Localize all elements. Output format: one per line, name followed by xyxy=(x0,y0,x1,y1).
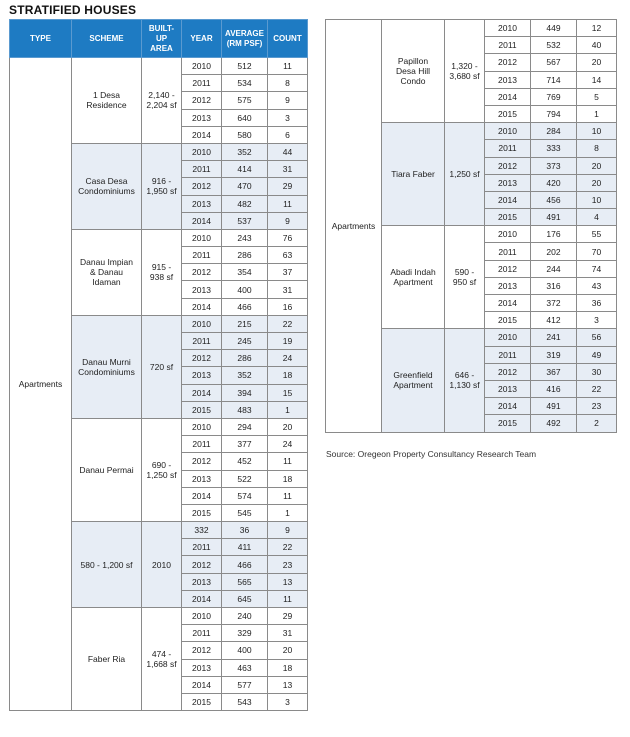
count-cell: 56 xyxy=(577,329,617,346)
count-cell: 22 xyxy=(268,539,308,556)
scheme-cell: Casa Desa Condominiums xyxy=(72,143,142,229)
scheme-cell: 1 Desa Residence xyxy=(72,58,142,144)
average-cell: 286 xyxy=(222,350,268,367)
average-cell: 534 xyxy=(222,75,268,92)
average-cell: 377 xyxy=(222,436,268,453)
count-cell: 9 xyxy=(268,92,308,109)
count-cell: 43 xyxy=(577,277,617,294)
average-cell: 543 xyxy=(222,693,268,710)
year-cell: 2012 xyxy=(485,260,531,277)
average-cell: 565 xyxy=(222,573,268,590)
header-row xyxy=(10,20,308,58)
average-cell: 333 xyxy=(531,140,577,157)
average-cell: 645 xyxy=(222,590,268,607)
area-cell: 2010 xyxy=(142,522,182,608)
average-cell: 456 xyxy=(531,191,577,208)
year-cell: 2011 xyxy=(182,436,222,453)
average-cell: 245 xyxy=(222,333,268,350)
count-cell: 9 xyxy=(268,522,308,539)
header-count: COUNT xyxy=(268,20,308,58)
year-cell: 2013 xyxy=(182,281,222,298)
average-cell: 412 xyxy=(531,312,577,329)
average-cell: 463 xyxy=(222,659,268,676)
average-cell: 522 xyxy=(222,470,268,487)
average-cell: 400 xyxy=(222,281,268,298)
year-cell: 2012 xyxy=(485,54,531,71)
count-cell: 11 xyxy=(268,453,308,470)
average-cell: 243 xyxy=(222,229,268,246)
count-cell: 3 xyxy=(268,109,308,126)
year-cell: 2014 xyxy=(182,590,222,607)
count-cell: 22 xyxy=(577,380,617,397)
average-cell: 452 xyxy=(222,453,268,470)
count-cell: 20 xyxy=(577,157,617,174)
year-cell: 2010 xyxy=(485,226,531,243)
year-cell: 2014 xyxy=(485,295,531,312)
year-cell: 2014 xyxy=(182,676,222,693)
count-cell: 15 xyxy=(268,384,308,401)
average-cell: 466 xyxy=(222,298,268,315)
page-title: STRATIFIED HOUSES xyxy=(9,3,137,17)
type-cell: Apartments xyxy=(326,20,382,433)
average-cell: 574 xyxy=(222,487,268,504)
count-cell: 11 xyxy=(268,487,308,504)
average-cell: 354 xyxy=(222,264,268,281)
year-cell: 2015 xyxy=(485,312,531,329)
year-cell: 2014 xyxy=(182,384,222,401)
average-cell: 372 xyxy=(531,295,577,312)
average-cell: 286 xyxy=(222,247,268,264)
year-cell: 2015 xyxy=(182,504,222,521)
area-cell: 1,320 - 3,680 sf xyxy=(445,20,485,123)
year-cell: 2010 xyxy=(182,418,222,435)
count-cell: 18 xyxy=(268,367,308,384)
year-cell: 2011 xyxy=(182,247,222,264)
count-cell: 49 xyxy=(577,346,617,363)
average-cell: 316 xyxy=(531,277,577,294)
year-cell: 2012 xyxy=(485,157,531,174)
year-cell: 2013 xyxy=(182,109,222,126)
count-cell: 11 xyxy=(268,195,308,212)
area-cell: 720 sf xyxy=(142,315,182,418)
year-cell: 2011 xyxy=(182,539,222,556)
year-cell: 2015 xyxy=(485,415,531,432)
area-cell: 2,140 - 2,204 sf xyxy=(142,58,182,144)
average-cell: 483 xyxy=(222,401,268,418)
count-cell: 31 xyxy=(268,161,308,178)
count-cell: 8 xyxy=(577,140,617,157)
count-cell: 37 xyxy=(268,264,308,281)
average-cell: 373 xyxy=(531,157,577,174)
count-cell: 12 xyxy=(577,20,617,37)
scheme-cell: Abadi Indah Apartment xyxy=(382,226,445,329)
year-cell: 2013 xyxy=(485,71,531,88)
year-cell: 2014 xyxy=(485,191,531,208)
average-cell: 449 xyxy=(531,20,577,37)
year-cell: 2010 xyxy=(485,20,531,37)
average-cell: 352 xyxy=(222,143,268,160)
year-cell: 2011 xyxy=(485,37,531,54)
right-table xyxy=(325,19,617,433)
year-cell: 2011 xyxy=(182,625,222,642)
year-cell: 2011 xyxy=(485,243,531,260)
scheme-cell: 580 - 1,200 sf xyxy=(72,522,142,608)
average-cell: 394 xyxy=(222,384,268,401)
count-cell: 13 xyxy=(268,676,308,693)
year-cell: 2014 xyxy=(182,212,222,229)
year-cell: 2014 xyxy=(485,88,531,105)
count-cell: 76 xyxy=(268,229,308,246)
year-cell: 2014 xyxy=(182,298,222,315)
count-cell: 11 xyxy=(268,58,308,75)
average-cell: 416 xyxy=(531,380,577,397)
table-row xyxy=(10,58,308,75)
header-average: AVERAGE (RM PSF) xyxy=(222,20,268,58)
year-cell: 2012 xyxy=(182,350,222,367)
year-cell: 2012 xyxy=(182,453,222,470)
average-cell: 329 xyxy=(222,625,268,642)
year-cell: 2013 xyxy=(182,659,222,676)
count-cell: 44 xyxy=(268,143,308,160)
average-cell: 545 xyxy=(222,504,268,521)
average-cell: 400 xyxy=(222,642,268,659)
area-cell: 474 - 1,668 sf xyxy=(142,608,182,711)
count-cell: 22 xyxy=(268,315,308,332)
year-cell: 2010 xyxy=(182,143,222,160)
year-cell: 2010 xyxy=(182,58,222,75)
average-cell: 466 xyxy=(222,556,268,573)
count-cell: 40 xyxy=(577,37,617,54)
count-cell: 2 xyxy=(577,415,617,432)
count-cell: 70 xyxy=(577,243,617,260)
year-cell: 2014 xyxy=(182,487,222,504)
average-cell: 244 xyxy=(531,260,577,277)
count-cell: 63 xyxy=(268,247,308,264)
count-cell: 18 xyxy=(268,659,308,676)
average-cell: 482 xyxy=(222,195,268,212)
year-cell: 2014 xyxy=(182,126,222,143)
year-cell: 2013 xyxy=(485,174,531,191)
year-cell: 2010 xyxy=(485,123,531,140)
area-cell: 915 - 938 sf xyxy=(142,229,182,315)
count-cell: 1 xyxy=(577,105,617,122)
average-cell: 36 xyxy=(222,522,268,539)
count-cell: 8 xyxy=(268,75,308,92)
year-cell: 2011 xyxy=(182,333,222,350)
count-cell: 29 xyxy=(268,178,308,195)
left-table xyxy=(9,19,308,711)
count-cell: 30 xyxy=(577,363,617,380)
average-cell: 202 xyxy=(531,243,577,260)
count-cell: 3 xyxy=(577,312,617,329)
year-cell: 2012 xyxy=(182,556,222,573)
year-cell: 2010 xyxy=(182,229,222,246)
average-cell: 284 xyxy=(531,123,577,140)
average-cell: 241 xyxy=(531,329,577,346)
average-cell: 215 xyxy=(222,315,268,332)
count-cell: 23 xyxy=(577,398,617,415)
count-cell: 55 xyxy=(577,226,617,243)
average-cell: 294 xyxy=(222,418,268,435)
count-cell: 29 xyxy=(268,608,308,625)
count-cell: 31 xyxy=(268,281,308,298)
average-cell: 414 xyxy=(222,161,268,178)
count-cell: 24 xyxy=(268,350,308,367)
average-cell: 352 xyxy=(222,367,268,384)
count-cell: 9 xyxy=(268,212,308,229)
average-cell: 537 xyxy=(222,212,268,229)
year-cell: 2013 xyxy=(485,380,531,397)
year-cell: 2015 xyxy=(485,209,531,226)
area-cell: 1,250 sf xyxy=(445,123,485,226)
year-cell: 2012 xyxy=(182,264,222,281)
scheme-cell: Papillon Desa Hill Condo xyxy=(382,20,445,123)
area-cell: 690 - 1,250 sf xyxy=(142,418,182,521)
average-cell: 714 xyxy=(531,71,577,88)
average-cell: 240 xyxy=(222,608,268,625)
year-cell: 2011 xyxy=(182,161,222,178)
count-cell: 74 xyxy=(577,260,617,277)
count-cell: 36 xyxy=(577,295,617,312)
source-note: Source: Oregeon Property Consultancy Research Team xyxy=(326,449,537,459)
year-cell: 2011 xyxy=(182,75,222,92)
count-cell: 16 xyxy=(268,298,308,315)
year-cell: 2013 xyxy=(182,195,222,212)
count-cell: 6 xyxy=(268,126,308,143)
type-cell: Apartments xyxy=(10,58,72,711)
year-cell: 2012 xyxy=(182,642,222,659)
year-cell: 2015 xyxy=(182,401,222,418)
year-cell: 2012 xyxy=(182,178,222,195)
average-cell: 491 xyxy=(531,209,577,226)
year-cell: 332 xyxy=(182,522,222,539)
count-cell: 3 xyxy=(268,693,308,710)
average-cell: 794 xyxy=(531,105,577,122)
scheme-cell: Faber Ria xyxy=(72,608,142,711)
scheme-cell: Greenfield Apartment xyxy=(382,329,445,432)
average-cell: 492 xyxy=(531,415,577,432)
year-cell: 2015 xyxy=(485,105,531,122)
year-cell: 2014 xyxy=(485,398,531,415)
average-cell: 319 xyxy=(531,346,577,363)
year-cell: 2010 xyxy=(182,315,222,332)
count-cell: 10 xyxy=(577,123,617,140)
average-cell: 532 xyxy=(531,37,577,54)
count-cell: 23 xyxy=(268,556,308,573)
average-cell: 640 xyxy=(222,109,268,126)
count-cell: 20 xyxy=(268,418,308,435)
average-cell: 470 xyxy=(222,178,268,195)
average-cell: 577 xyxy=(222,676,268,693)
average-cell: 176 xyxy=(531,226,577,243)
header-type: TYPE xyxy=(10,20,72,58)
count-cell: 1 xyxy=(268,504,308,521)
count-cell: 11 xyxy=(268,590,308,607)
count-cell: 20 xyxy=(268,642,308,659)
year-cell: 2013 xyxy=(182,367,222,384)
header-scheme: SCHEME xyxy=(72,20,142,58)
count-cell: 4 xyxy=(577,209,617,226)
count-cell: 18 xyxy=(268,470,308,487)
count-cell: 19 xyxy=(268,333,308,350)
scheme-cell: Danau Permai xyxy=(72,418,142,521)
table-row xyxy=(326,20,617,37)
year-cell: 2013 xyxy=(182,573,222,590)
count-cell: 31 xyxy=(268,625,308,642)
year-cell: 2012 xyxy=(485,363,531,380)
count-cell: 24 xyxy=(268,436,308,453)
year-cell: 2013 xyxy=(485,277,531,294)
scheme-cell: Tiara Faber xyxy=(382,123,445,226)
area-cell: 916 - 1,950 sf xyxy=(142,143,182,229)
year-cell: 2010 xyxy=(485,329,531,346)
average-cell: 567 xyxy=(531,54,577,71)
average-cell: 769 xyxy=(531,88,577,105)
average-cell: 420 xyxy=(531,174,577,191)
average-cell: 512 xyxy=(222,58,268,75)
count-cell: 1 xyxy=(268,401,308,418)
header-year: YEAR xyxy=(182,20,222,58)
year-cell: 2010 xyxy=(182,608,222,625)
area-cell: 646 - 1,130 sf xyxy=(445,329,485,432)
count-cell: 5 xyxy=(577,88,617,105)
count-cell: 10 xyxy=(577,191,617,208)
average-cell: 411 xyxy=(222,539,268,556)
count-cell: 20 xyxy=(577,54,617,71)
year-cell: 2011 xyxy=(485,346,531,363)
average-cell: 491 xyxy=(531,398,577,415)
year-cell: 2012 xyxy=(182,92,222,109)
header-built-up-area: BUILT-UP AREA xyxy=(142,20,182,58)
count-cell: 14 xyxy=(577,71,617,88)
scheme-cell: Danau Murni Condominiums xyxy=(72,315,142,418)
area-cell: 590 - 950 sf xyxy=(445,226,485,329)
year-cell: 2013 xyxy=(182,470,222,487)
average-cell: 580 xyxy=(222,126,268,143)
average-cell: 367 xyxy=(531,363,577,380)
average-cell: 575 xyxy=(222,92,268,109)
scheme-cell: Danau Impian & Danau Idaman xyxy=(72,229,142,315)
year-cell: 2011 xyxy=(485,140,531,157)
count-cell: 13 xyxy=(268,573,308,590)
count-cell: 20 xyxy=(577,174,617,191)
year-cell: 2015 xyxy=(182,693,222,710)
